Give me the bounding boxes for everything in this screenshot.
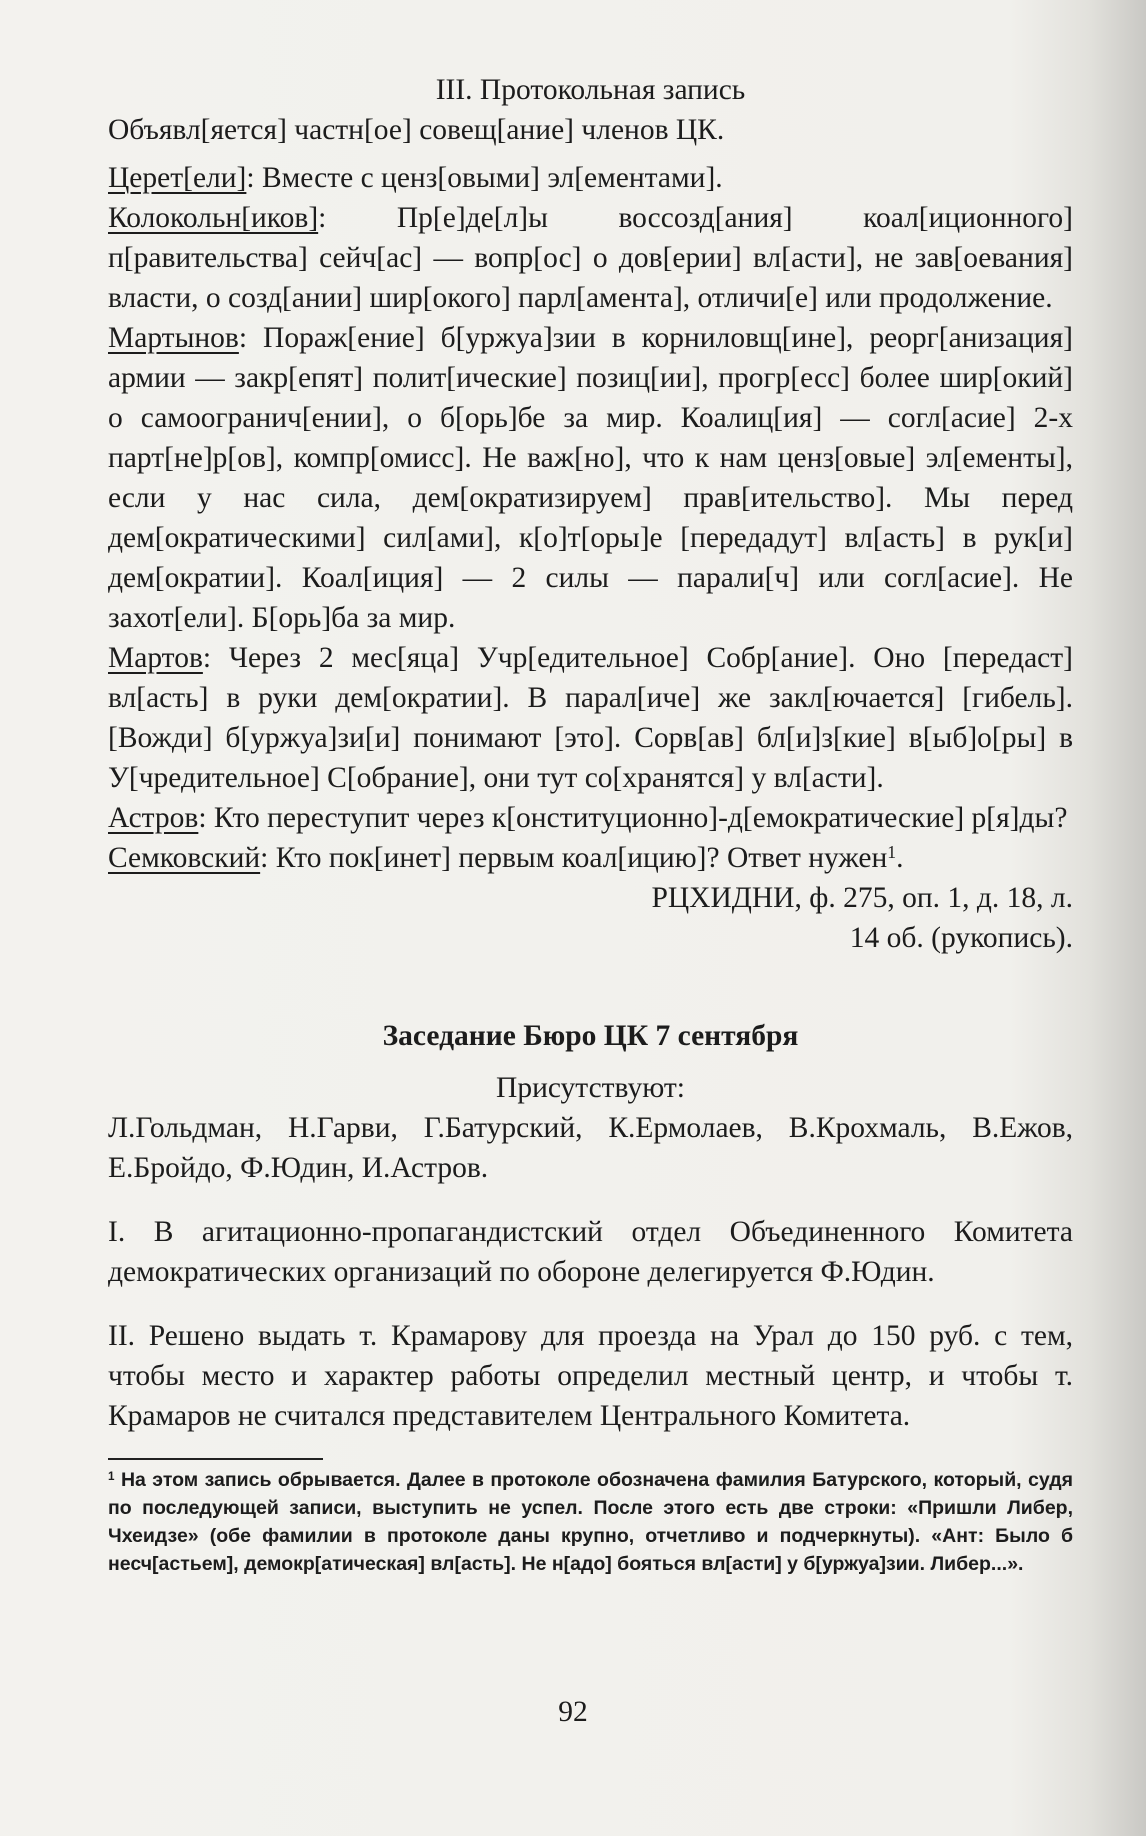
archive-citation-line1: РЦХИДНИ, ф. 275, оп. 1, д. 18, л.: [651, 882, 1073, 914]
text-column: [108, 70, 1073, 1578]
speech-text-end: .: [896, 842, 904, 874]
archive-citation-line2: 14 об. (рукопись).: [849, 922, 1073, 954]
footnote-ref: 1: [887, 842, 897, 863]
speech-text: : Пр[е]де[л]ы воссозд[ания] коал[иционного] п[равительства] сейч[ас] — вопр[ос] о дов[ерии] вл[асти], не зав[оевания] власти, о созд[ании] шир[окого] парл[амента], отличи[е] или продолжение.: [108, 202, 1073, 314]
attendees-heading: Присутствуют:: [496, 1072, 685, 1104]
entry-kolokolnikov: [108, 198, 1073, 318]
speech-text: : Пораж[ение] б[уржуа]зии в корниловщ[ине], реорг[анизация] армии — закр[епят] полит[ические] позиц[ии], прогр[есс] более шир[окий] о самоогранич[ении], о б[орь]бе за мир. Коалиц[ия] — согл[асие] 2-х парт[не]р[ов], компр[омисс]. Не важ[но], что к нам ценз[овые] эл[ементы], если у нас сила, дем[ократизируем] прав[ительство]. Мы перед дем[ократическими] сил[ами], к[о]т[оры]е [передадут] вл[асть] в рук[и] дем[ократии]. Коал[иция] — 2 силы — парали[ч] или согл[асие]. Не захот[ели]. Б[орь]ба за мир.: [108, 322, 1073, 634]
entry-martov: [108, 638, 1073, 798]
entry-astrov: [108, 798, 1073, 838]
speaker-name: Церет[ели]: [108, 162, 247, 194]
footnote-divider: [108, 1458, 323, 1460]
entry-martynov: [108, 318, 1073, 638]
speaker-name: Семковский: [108, 842, 261, 874]
speech-text: : Вместе с ценз[овыми] эл[ементами].: [246, 162, 723, 194]
speaker-name: Астров: [108, 802, 199, 834]
speech-text: : Кто переступит через к[онституционно]-д[емократические] р[я]ды?: [198, 802, 1068, 834]
meeting-title: Заседание Бюро ЦК 7 сентября: [382, 1020, 799, 1052]
entry-tsereteli: [108, 158, 1073, 198]
page-number: 92: [558, 1696, 588, 1728]
entry-semkovsky: [108, 838, 1073, 878]
footnote-text: На этом запись обрывается. Далее в протоколе обозначена фамилия Батурского, который, судя по последующей записи, выступить не успел. После этого есть две строки: «Пришли Либер, Чхеидзе» (обе фамилии в протоколе даны крупно, отчетливо и подчеркнуты). «Ант: Было б несч[астьем], демокр[атическая] вл[асть]. Не н[адо] бояться вл[асти] у б[уржуа]зии. Либер...».: [108, 1469, 1073, 1575]
speaker-name: Мартов: [108, 642, 203, 674]
announcement-text: Объявл[яется] частн[ое] совещ[ание] членов ЦК.: [108, 114, 725, 146]
attendees-list: Л.Гольдман, Н.Гарви, Г.Батурский, К.Ермолаев, В.Крохмаль, В.Ежов, Е.Бройдо, Ф.Юдин, И.Астров.: [108, 1112, 1073, 1184]
decision-2: II. Решено выдать т. Крамарову для проезда на Урал до 150 руб. с тем, чтобы место и характер работы определил местный центр, и чтобы т. Крамаров не считался представителем Центрального Комитета.: [108, 1320, 1073, 1432]
speech-text: : Кто пок[инет] первым коал[ицию]? Ответ нужен: [260, 842, 888, 874]
decision-1: I. В агитационно-пропагандистский отдел Объединенного Комитета демократических организаций по обороне делегируется Ф.Юдин.: [108, 1216, 1073, 1288]
announcement: [108, 110, 1073, 150]
footnote: [108, 1466, 1073, 1578]
speech-text: : Через 2 мес[яца] Учр[едительное] Собр[ание]. Оно [передаст] вл[асть] в руки дем[ократии]. В парал[иче] же закл[ючается] [гибель]. [Вожди] б[уржуа]зи[и] понимают [это]. Сорв[ав] бл[и]з[кие] в[ыб]о[ры] в У[чредительное] С[обрание], они тут со[хранятся] у вл[асти].: [108, 642, 1073, 794]
speaker-name: Колокольн[иков]: [108, 202, 319, 234]
section-heading: III. Протокольная запись: [435, 74, 746, 106]
speaker-name: Мартынов: [108, 322, 239, 354]
footnote-number: 1: [108, 1470, 115, 1484]
